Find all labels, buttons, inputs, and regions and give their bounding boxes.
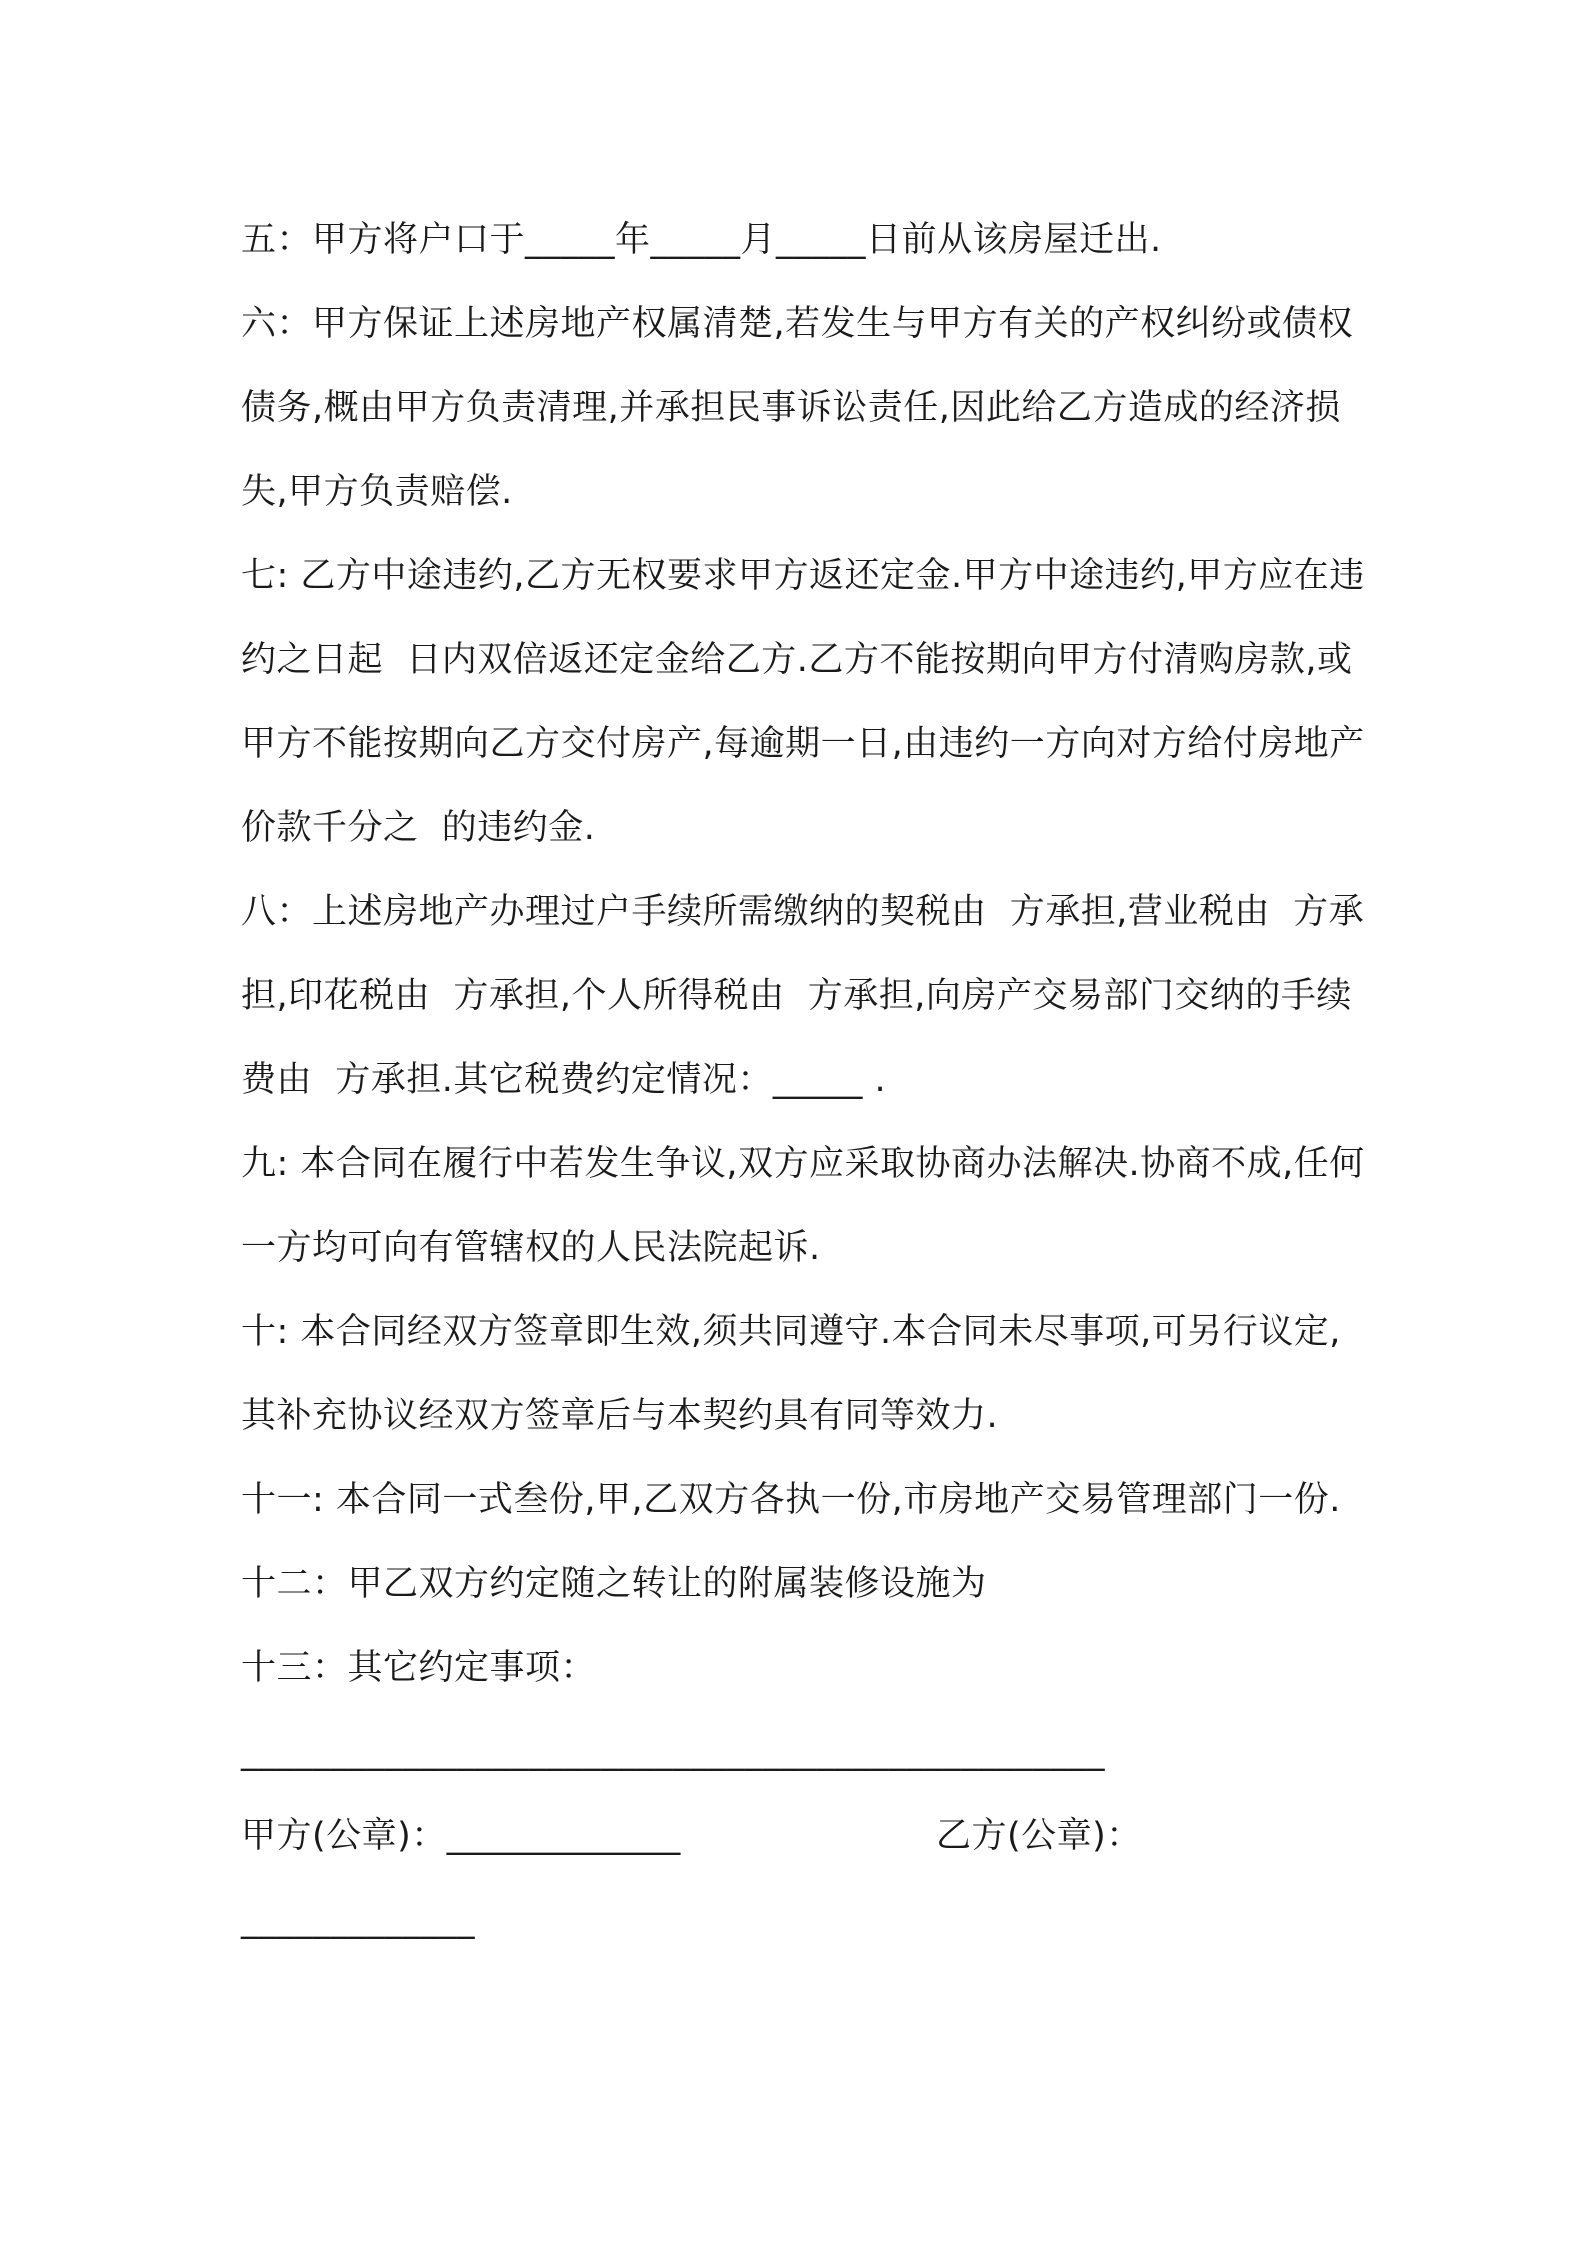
other-terms-blank-line: ________________________________________________ <box>241 1732 1105 1772</box>
clause-10: 十: 本合同经双方签章即生效,须共同遵守.本合同未尽事项,可另行议定,其补充协议经双方签章后与本契约具有同等效力. <box>241 1312 1341 1436</box>
clause-7: 七: 乙方中途违约,乙方无权要求甲方返还定金.甲方中途违约,甲方应在违约之日起 日内双倍返还定金给乙方.乙方不能按期向甲方付清购房款,或甲方不能按期向乙方交付房产,每逾期一日,由违约一方向对方给付房地产价款千分之 的违约金. <box>241 556 1365 848</box>
contract-body <box>241 198 1371 1962</box>
party-a-signature: 甲方(公章)：_____________ <box>241 1816 681 1856</box>
signature-row <box>241 1794 1371 1878</box>
clause-6: 六：甲方保证上述房地产权属清楚,若发生与甲方有关的产权纠纷或债权债务,概由甲方负责清理,并承担民事诉讼责任,因此给乙方造成的经济损失,甲方负责赔偿. <box>241 304 1354 512</box>
clause-5: 五：甲方将户口于_____年_____月_____日前从该房屋迁出. <box>241 220 1162 260</box>
clause-13: 十三：其它约定事项： <box>241 1648 597 1688</box>
clause-12: 十二：甲乙双方约定随之转让的附属装修设施为 <box>241 1564 987 1604</box>
party-b-signature: 乙方(公章)： <box>936 1816 1142 1856</box>
clause-9: 九: 本合同在履行中若发生争议,双方应采取协商办法解决.协商不成,任何一方均可向有管辖权的人民法院起诉. <box>241 1144 1365 1268</box>
party-b-signature-blank: _____________ <box>241 1900 475 1940</box>
clause-11: 十一: 本合同一式叁份,甲,乙双方各执一份,市房地产交易管理部门一份. <box>241 1480 1341 1520</box>
clause-8: 八：上述房地产办理过户手续所需缴纳的契税由 方承担,营业税由 方承担,印花税由 方承担,个人所得税由 方承担,向房产交易部门交纳的手续费由 方承担.其它税费约定情况：_____ . <box>241 892 1365 1100</box>
